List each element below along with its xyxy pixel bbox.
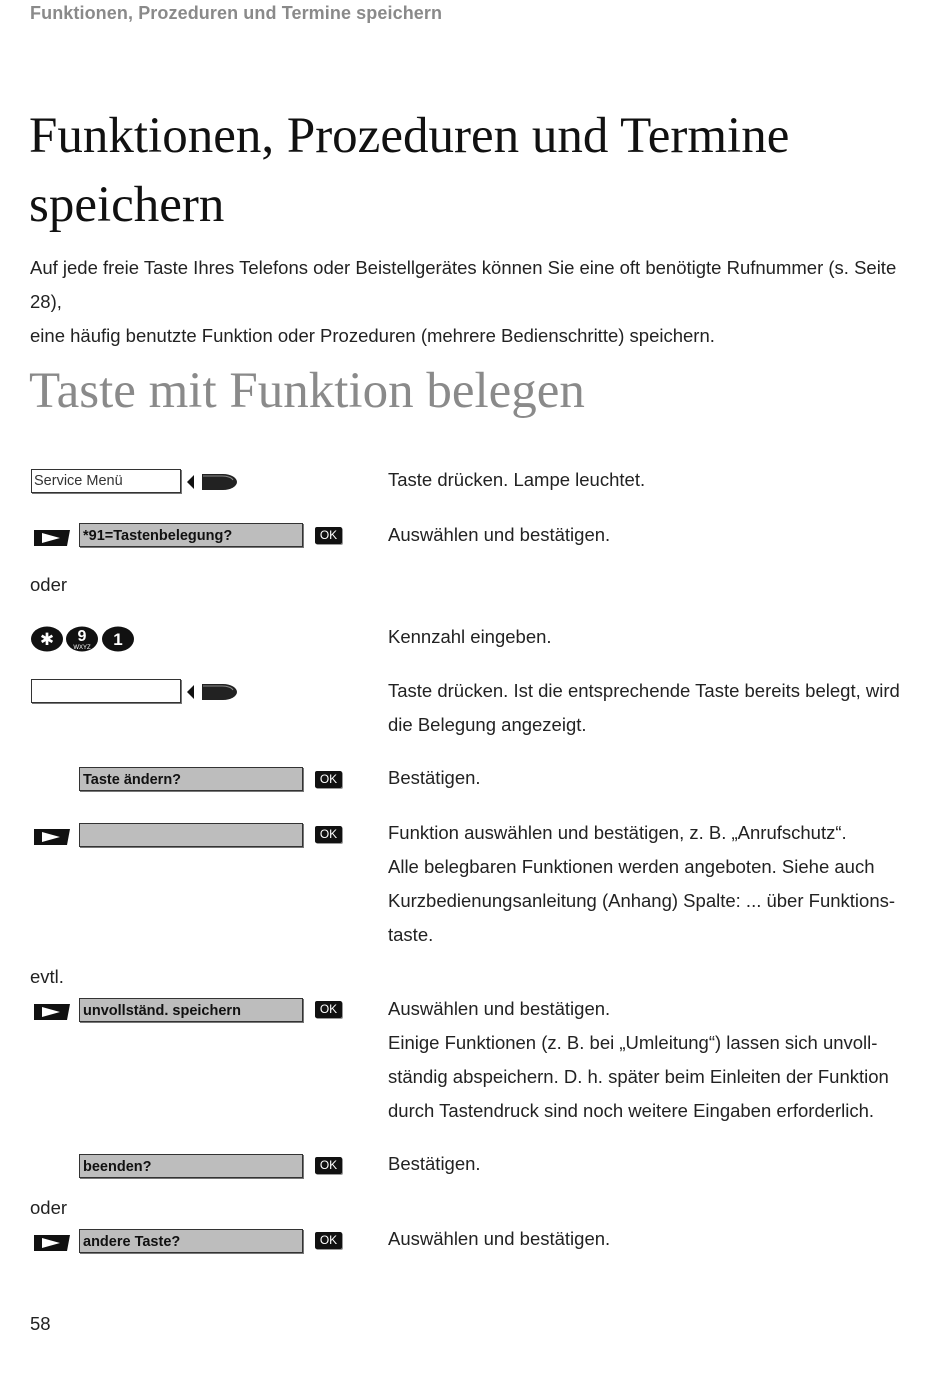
ok-button[interactable]: OK [315, 527, 342, 544]
display-andere-taste: andere Taste? [79, 1229, 303, 1253]
display-unvollstaendig-speichern: unvollständ. speichern [79, 998, 303, 1022]
key-press-icon [185, 471, 239, 493]
step-1-description [388, 463, 893, 497]
intro-line-1: Auf jede freie Taste Ihres Telefons oder Beistellgerätes können Sie eine oft benötigte Rufnummer (s. Seite 28), [30, 257, 897, 312]
step-8-text: Bestätigen. [388, 1153, 481, 1174]
empty-key-field [31, 679, 181, 703]
step-5-description [388, 761, 893, 795]
key-nine-letters: WXYZ [73, 645, 91, 651]
step-6-line-1: Funktion auswählen und bestätigen, z. B. „Anrufschutz“. [388, 822, 847, 843]
keypad-code-icon [30, 625, 138, 653]
step-3-text: Kennzahl eingeben. [388, 626, 552, 647]
step-7-line-2: Einige Funktionen (z. B. bei „Umleitung“) lassen sich unvoll- [388, 1032, 878, 1053]
page-title [29, 102, 909, 240]
scroll-arrow-icon [32, 527, 72, 549]
step-7-line-1: Auswählen und bestätigen. [388, 998, 611, 1019]
step-9-description [388, 1222, 893, 1256]
scroll-arrow-icon [32, 826, 72, 848]
step-6-description [388, 816, 896, 952]
ok-button[interactable]: OK [315, 1232, 342, 1249]
intro-paragraph [30, 251, 910, 353]
step-4-line-2: die Belegung angezeigt. [388, 714, 587, 735]
step-6-line-4: taste. [388, 924, 434, 945]
oder-label-2: oder [30, 1197, 68, 1218]
display-taste-aendern: Taste ändern? [79, 767, 303, 791]
step-4-line-1: Taste drücken. Ist die entsprechende Taste bereits belegt, wird [388, 680, 900, 701]
step-4-description [388, 674, 900, 742]
step-7-line-3: ständig abspeichern. D. h. später beim Einleiten der Funktion [388, 1066, 889, 1087]
step-2-text: Auswählen und bestätigen. [388, 524, 611, 545]
ok-button[interactable]: OK [315, 826, 342, 843]
oder-label-1: oder [30, 574, 68, 595]
display-tastenbelegung: *91=Tastenbelegung? [79, 523, 303, 547]
page-title-line-1: Funktionen, Prozeduren und Termine [29, 108, 790, 164]
key-star: ✱ [39, 630, 55, 650]
ok-button[interactable]: OK [315, 1001, 342, 1018]
step-5-text: Bestätigen. [388, 767, 481, 788]
section-title: Taste mit Funktion belegen [29, 363, 585, 419]
step-9-text: Auswählen und bestätigen. [388, 1228, 611, 1249]
ok-button[interactable]: OK [315, 771, 342, 788]
ok-button[interactable]: OK [315, 1157, 342, 1174]
intro-line-2: eine häufig benutzte Funktion oder Prozeduren (mehrere Bedienschritte) speichern. [30, 325, 715, 346]
key-press-icon [185, 681, 239, 703]
scroll-arrow-icon [32, 1232, 72, 1254]
key-nine: 9 [77, 628, 87, 645]
page-title-line-2: speichern [29, 177, 225, 233]
step-6-line-3: Kurzbedienungsanleitung (Anhang) Spalte: ... über Funktions- [388, 890, 896, 911]
display-beenden: beenden? [79, 1154, 303, 1178]
step-6-line-2: Alle belegbaren Funktionen werden angeboten. Siehe auch [388, 856, 875, 877]
step-1-text: Taste drücken. Lampe leuchtet. [388, 469, 646, 490]
display-empty-function [79, 823, 303, 847]
evtl-label: evtl. [30, 966, 64, 987]
step-2-description [388, 518, 893, 552]
service-menu-key-field: Service Menü [31, 469, 181, 493]
step-7-line-4: durch Tastendruck sind noch weitere Eingaben erforderlich. [388, 1100, 875, 1121]
scroll-arrow-icon [32, 1001, 72, 1023]
step-7-description [388, 992, 893, 1128]
key-one: 1 [113, 630, 123, 649]
running-header: Funktionen, Prozeduren und Termine speichern [30, 3, 443, 23]
page-number: 58 [30, 1313, 51, 1334]
step-3-description [388, 620, 893, 654]
step-8-description [388, 1147, 893, 1181]
